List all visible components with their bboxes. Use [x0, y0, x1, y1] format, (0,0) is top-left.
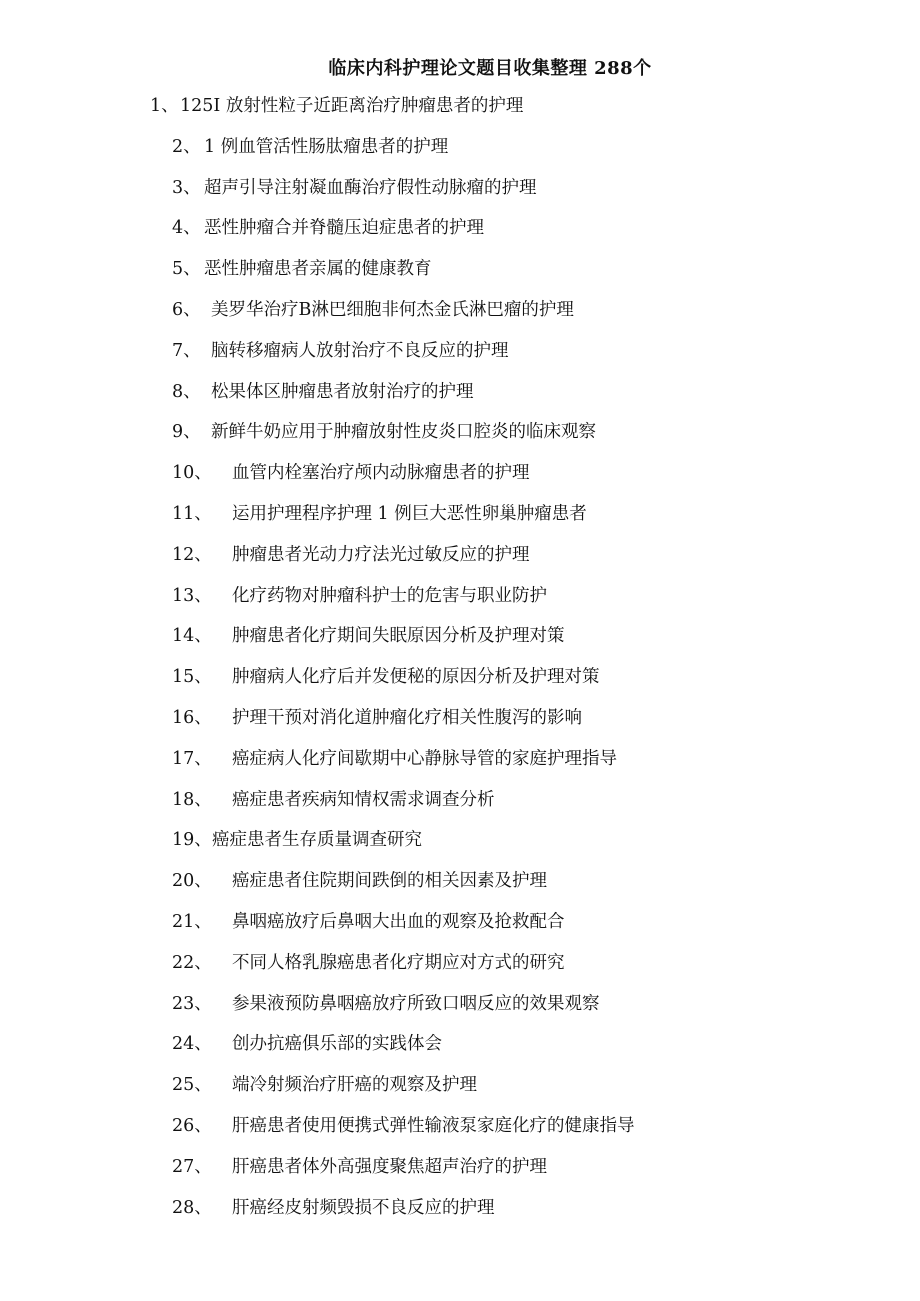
list-item	[0, 990, 920, 1031]
item-number: 12、	[172, 544, 212, 565]
item-number: 5、	[172, 259, 201, 280]
item-title: 超声引导注射凝血酶治疗假性动脉瘤的护理	[204, 177, 537, 198]
item-number: 6、	[172, 299, 201, 320]
item-title: 癌症病人化疗间歇期中心静脉导管的家庭护理指导	[232, 748, 617, 769]
list-item	[0, 826, 920, 867]
list-item	[0, 541, 920, 582]
item-title: 不同人格乳腺癌患者化疗期应对方式的研究	[232, 952, 565, 973]
list-item	[0, 704, 920, 745]
item-number: 20、	[172, 871, 212, 892]
list-item	[0, 296, 920, 337]
item-title: 美罗华治疗B淋巴细胞非何杰金氏淋巴瘤的护理	[211, 299, 574, 320]
item-title: 恶性肿瘤合并脊髓压迫症患者的护理	[204, 218, 484, 239]
item-number: 4、	[172, 218, 201, 239]
list-item	[0, 500, 920, 541]
item-title: 护理干预对消化道肿瘤化疗相关性腹泻的影响	[232, 707, 582, 728]
item-title: 创办抗癌俱乐部的实践体会	[232, 1034, 442, 1055]
item-number: 10、	[172, 463, 212, 484]
item-title: 化疗药物对肿瘤科护士的危害与职业防护	[232, 585, 547, 606]
item-title: 癌症患者住院期间跌倒的相关因素及护理	[232, 871, 547, 892]
list-item	[0, 786, 920, 827]
item-title: 脑转移瘤病人放射治疗不良反应的护理	[211, 340, 509, 361]
item-number: 19、	[172, 830, 212, 851]
item-number: 13、	[172, 585, 212, 606]
list-item	[0, 1112, 920, 1153]
list-item	[0, 133, 920, 174]
list-item	[0, 214, 920, 255]
item-title: 肿瘤患者光动力疗法光过敏反应的护理	[232, 544, 530, 565]
item-title: 端冷射频治疗肝癌的观察及护理	[232, 1075, 477, 1096]
list-item	[0, 867, 920, 908]
list-item	[0, 1030, 920, 1071]
list-item	[0, 92, 920, 133]
list-item	[0, 255, 920, 296]
item-number: 21、	[172, 911, 212, 932]
item-title: 1 例血管活性肠肽瘤患者的护理	[204, 136, 449, 157]
item-title: 参果液预防鼻咽癌放疗所致口咽反应的效果观察	[232, 993, 600, 1014]
item-title: 癌症患者疾病知情权需求调查分析	[232, 789, 495, 810]
item-number: 24、	[172, 1034, 212, 1055]
item-number: 26、	[172, 1115, 212, 1136]
list-item	[0, 378, 920, 419]
item-number: 3、	[172, 177, 201, 198]
item-number: 14、	[172, 626, 212, 647]
item-title: 新鲜牛奶应用于肿瘤放射性皮炎口腔炎的临床观察	[211, 422, 596, 443]
list-item	[0, 908, 920, 949]
item-title: 血管内栓塞治疗颅内动脉瘤患者的护理	[232, 463, 530, 484]
list-item	[0, 337, 920, 378]
list-item	[0, 1071, 920, 1112]
list-item	[0, 622, 920, 663]
item-number: 28、	[172, 1197, 212, 1218]
item-number: 16、	[172, 707, 212, 728]
item-title: 松果体区肿瘤患者放射治疗的护理	[211, 381, 474, 402]
item-number: 25、	[172, 1075, 212, 1096]
list-item	[0, 1194, 920, 1235]
item-number: 2、	[172, 136, 201, 157]
item-title: 鼻咽癌放疗后鼻咽大出血的观察及抢救配合	[232, 911, 565, 932]
item-number: 18、	[172, 789, 212, 810]
item-title: 癌症患者生存质量调查研究	[212, 830, 422, 851]
list-item	[0, 582, 920, 623]
item-number: 1、	[150, 96, 179, 116]
list-item	[0, 1153, 920, 1194]
item-number: 11、	[172, 503, 212, 524]
list-item	[0, 174, 920, 215]
list-item	[0, 459, 920, 500]
item-number: 22、	[172, 952, 212, 973]
item-title: 肿瘤病人化疗后并发便秘的原因分析及护理对策	[232, 667, 600, 688]
item-number: 23、	[172, 993, 212, 1014]
item-title: 运用护理程序护理 1 例巨大恶性卵巢肿瘤患者	[232, 503, 587, 524]
item-number: 9、	[172, 422, 201, 443]
list-item	[0, 745, 920, 786]
item-title: 肝癌患者使用便携式弹性输液泵家庭化疗的健康指导	[232, 1115, 635, 1136]
list-item	[0, 663, 920, 704]
document-title: 临床内科护理论文题目收集整理 288个	[328, 58, 652, 79]
list-item	[0, 418, 920, 459]
item-number: 27、	[172, 1156, 212, 1177]
item-title: 肿瘤患者化疗期间失眠原因分析及护理对策	[232, 626, 565, 647]
list-item	[0, 949, 920, 990]
item-title: 恶性肿瘤患者亲属的健康教育	[204, 259, 432, 280]
item-title: 肝癌经皮射频毁损不良反应的护理	[232, 1197, 495, 1218]
item-number: 17、	[172, 748, 212, 769]
item-number: 15、	[172, 667, 212, 688]
item-number: 8、	[172, 381, 201, 402]
item-title: 125I 放射性粒子近距离治疗肿瘤患者的护理	[180, 96, 524, 116]
item-title: 肝癌患者体外高强度聚焦超声治疗的护理	[232, 1156, 547, 1177]
topic-list	[0, 92, 920, 1234]
item-number: 7、	[172, 340, 201, 361]
